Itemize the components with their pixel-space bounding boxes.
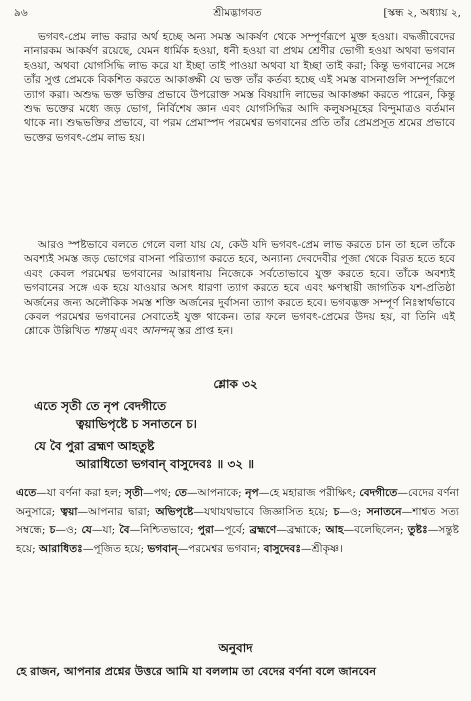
verse-line-1: এতে সৃতী তে নৃপ বেদগীতে: [34, 399, 167, 413]
synonym-meaning: বেদের বর্ণনা অনুসারে;: [16, 487, 459, 518]
synonym-meaning: যা বর্ণনা করা হল;: [46, 487, 125, 499]
synonym-meaning: শাশ্বত সত্য সম্বন্ধে;: [16, 505, 459, 537]
synonym-meaning: পথ;: [153, 487, 175, 499]
synonym-word: পুরা: [197, 524, 214, 537]
synonym-word: চ: [333, 505, 340, 518]
synonym-meaning: বলেছিলেন;: [354, 524, 408, 537]
synonym-meaning: আপনার দ্বারা;: [88, 505, 156, 518]
synonym-word: আহ: [325, 524, 344, 537]
synonym-meaning: পরমেশ্বর ভগবান;: [188, 542, 264, 555]
synonym-meaning: শ্রীকৃষ্ণ।: [311, 542, 344, 555]
synonym-meaning: সন্তুষ্ট হয়ে;: [16, 524, 459, 555]
synonym-word: তে: [174, 487, 187, 499]
purport-paragraph-1: ভগবৎ-প্রেম লাভ করার অর্থ হচ্ছে অন্য সমস্ত আকর্ষণ থেকে সম্পূর্ণরূপে মুক্ত হওয়া। বদ্ধজীবেদের নানারকম আকর্ষণ রয়েছে, যেমন ধার্মিক হওয়া, ধনী হওয়া বা প্রথম শ্রেণীর ভোগী হওয়া অথবা ভগবান হওয়া, অথবা যোগসিদ্ধি লাভ করে যা ইচ্ছা তাই পাওয়া অথবা যা ইচ্ছা তাই করা; কিন্তু ভগবানের সঙ্গে তাঁর সুপ্ত প্রেমকে বিকশিত করতে আকাঙ্ক্ষী যে ভক্ত তাঁর কর্তব্য হচ্ছে এই সমস্ত বাসনাগুলি সম্পূর্ণরূপে ত্যাগ করা। অশুদ্ধ ভক্ত ভক্তির প্রভাবে উপরোক্ত সমস্ত বিষয়াদি লাভের আকাঙ্ক্ষা করতে পারেন, কিন্তু শুদ্ধ ভক্তের মধ্যে জড় ভোগ, নির্বিশেষ জ্ঞান এবং যোগসিদ্ধির আদি কলুষসমূহের বিন্দুমাত্রও বর্তমান থাকে না। শুদ্ধভক্তির প্রভাবে, বা পরম প্রেমাস্পদ পরমেশ্বর ভগবানের প্রতি তাঁর প্রেমপ্রসূত শ্রমের প্রভাবে ভক্তের ভগবৎ-প্রেম লাভ হয়।: [24, 31, 455, 144]
synonyms-paragraph: এতে—যা বর্ণনা করা হল; সৃতী—পথ; তে—আপনাকে; নৃপ—হে মহারাজ পরীক্ষিৎ; বেদগীতে—বেদের বর্ণনা অনুসারে; ত্বয়া—আপনার দ্বারা; অভিপৃষ্টে—যথাযথভাবে জিজ্ঞাসিত হয়ে; চ—ও; সনাতনে—শাশ্বত সত্য সম্বন্ধে; চ—ও; যে—যা; বৈ—নিশ্চিতভাবে; পুরা—পূর্বে; ব্রহ্মণে—ব্রহ্মাকে; আহ—বলেছিলেন; তুষ্টঃ—সন্তুষ্ট হয়ে; আরাধিতঃ—পূজিত হয়ে; ভগবান্—পরমেশ্বর ভগবান; বাসুদেবঃ—শ্রীকৃষ্ণ।: [16, 487, 459, 555]
term-anandam: আনন্দম্: [141, 325, 175, 338]
page-header: [14, 4, 461, 22]
synonym-word: তুষ্টঃ: [407, 524, 428, 537]
synonym-word: সনাতনে: [366, 505, 402, 518]
verse-heading: শ্লোক ৩২: [213, 377, 258, 391]
synonym-meaning: ও;: [65, 524, 82, 537]
synonym-word: যে: [81, 524, 92, 537]
verse-line-3: যে বৈ পুরা ব্রহ্মণ আহতুষ্ট: [34, 439, 155, 453]
synonym-meaning: নিশ্চিতভাবে;: [140, 524, 198, 537]
synonym-word: আরাধিতঃ: [39, 542, 83, 555]
page-number: ৯৬: [14, 7, 28, 19]
synonym-meaning: যা;: [102, 524, 120, 537]
synonym-meaning: হে মহারাজ পরীক্ষিৎ;: [269, 487, 360, 499]
purport-paragraph-2: আরও স্পষ্টভাবে বলতে গেলে বলা যায় যে, কেউ যদি ভগবৎ-প্রেম লাভ করতে চান তা হলে তাঁকে অবশ্যই সমস্ত জড় ভোগের বাসনা পরিত্যাগ করতে হবে, অন্যান্য দেবদেবীর পূজা থেকে বিরত হতে হবে এবং কেবল পরমেশ্বর ভগবানের আরাধনায় নিজেকে সর্বতোভাবে যুক্ত করতে হবে। তাঁকে অবশ্যই ভগবানের সঙ্গে এক হয়ে যাওয়ার অসৎ ধারণা ত্যাগ করতে হবে এবং ক্ষণস্থায়ী জাগতিক যশ-প্রতিষ্ঠা অর্জনের জন্য অলৌকিক সমস্ত শক্তি অর্জনের দুর্বাসনা ত্যাগ করতে হবে। ভগবদ্ভক্ত সম্পূর্ণ নিঃস্বার্থভাবে কেবল পরমেশ্বর ভগবানের সেবাতেই যুক্ত থাকেন। তার ফলে ভগবৎ-প্রেমের উদয় হয়, বা তিনি এই শ্লোকে উল্লিখিত শান্তম্ এবং আনন্দম্ স্তর প্রাপ্ত হন।: [24, 239, 455, 338]
book-title: শ্রীমদ্ভাগবত: [213, 7, 262, 19]
synonym-word: অভিপৃষ্টে: [155, 505, 194, 518]
synonym-word: ভগবান্: [147, 542, 178, 555]
synonym-word: বৈ: [119, 524, 130, 537]
chapter-reference: [স্কন্ধ ২, অধ্যায় ২,: [383, 7, 461, 19]
synonym-word: বেদগীতে: [359, 487, 398, 499]
synonym-word: বাসুদেবঃ: [263, 542, 301, 555]
synonym-word: ত্বয়া: [60, 505, 78, 518]
translation-heading: অনুবাদ: [218, 641, 253, 655]
synonym-word: চ: [49, 524, 56, 537]
translation-text: হে রাজন, আপনার প্রশ্নের উত্তরে আমি যা বললাম তা বেদের বর্ণনা বলে জানবেন: [16, 664, 376, 678]
synonym-meaning: ব্রহ্মাকে;: [286, 524, 326, 537]
synonym-meaning: পূজিত হয়ে;: [93, 542, 148, 555]
synonym-word: সৃতী: [125, 487, 143, 499]
synonym-meaning: যথাযথভাবে জিজ্ঞাসিত হয়ে;: [203, 505, 334, 518]
synonym-meaning: ও;: [349, 505, 367, 518]
synonym-meaning: পূর্বে;: [224, 524, 250, 537]
synonym-word: ব্রহ্মণে: [249, 524, 277, 537]
synonym-meaning: আপনাকে;: [197, 487, 246, 499]
term-shantam: শান্তম্: [93, 325, 116, 338]
verse-line-4: আরাধিতো ভগবান্ বাসুদেবঃ ॥ ৩২ ॥: [76, 457, 255, 471]
synonym-word: এতে: [16, 487, 37, 499]
verse-line-2: ত্বয়াভিপৃষ্টে চ সনাতনে চ।: [76, 417, 197, 431]
synonym-word: নৃপ: [245, 487, 259, 499]
